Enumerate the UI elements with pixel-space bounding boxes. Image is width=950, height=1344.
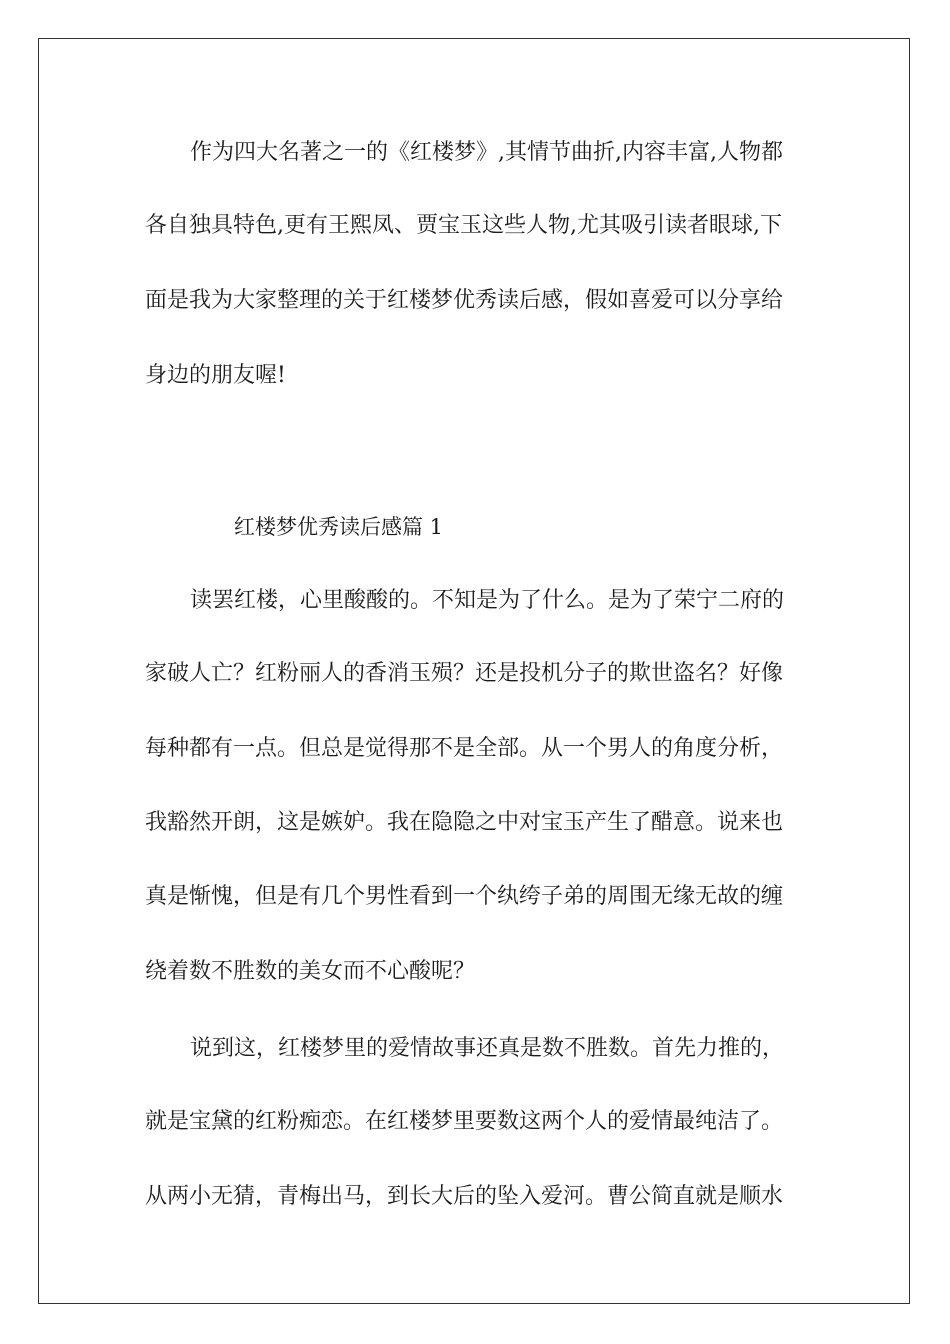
intro-line-3: 面是我为大家整理的关于红楼梦优秀读后感，假如喜爱可以分享给 bbox=[145, 288, 784, 313]
intro-line-2: 各自独具特色,更有王熙凤、贾宝玉这些人物,尤其吸引读者眼球,下 bbox=[145, 213, 782, 238]
paragraph1-line-2: 家破人亡？红粉丽人的香消玉殒？还是投机分子的欺世盗名？好像 bbox=[145, 661, 784, 686]
section-heading: 红楼梦优秀读后感篇 1 bbox=[234, 515, 444, 539]
paragraph2-line-1: 说到这，红楼梦里的爱情故事还真是数不胜数。首先力推的， bbox=[190, 1036, 785, 1061]
paragraph1-line-5: 真是惭愧，但是有几个男性看到一个纨绔子弟的周围无缘无故的缠 bbox=[145, 884, 784, 909]
paragraph1-line-6: 绕着数不胜数的美女而不心酸呢？ bbox=[145, 959, 476, 984]
paragraph1-line-4: 我豁然开朗，这是嫉妒。我在隐隐之中对宝玉产生了醋意。说来也 bbox=[145, 810, 784, 835]
intro-line-4: 身边的朋友喔! bbox=[145, 363, 286, 388]
intro-line-1: 作为四大名著之一的《红楼梦》,其情节曲折,内容丰富,人物都 bbox=[190, 140, 783, 165]
paragraph1-line-1: 读罢红楼，心里酸酸的。不知是为了什么。是为了荣宁二府的 bbox=[190, 588, 785, 613]
paragraph2-line-2: 就是宝黛的红粉痴恋。在红楼梦里要数这两个人的爱情最纯洁了。 bbox=[145, 1109, 784, 1134]
paragraph2-line-3: 从两小无猜，青梅出马，到长大后的坠入爱河。曹公简直就是顺水 bbox=[145, 1184, 784, 1209]
paragraph1-line-3: 每种都有一点。但总是觉得那不是全部。从一个男人的角度分析， bbox=[145, 736, 784, 761]
